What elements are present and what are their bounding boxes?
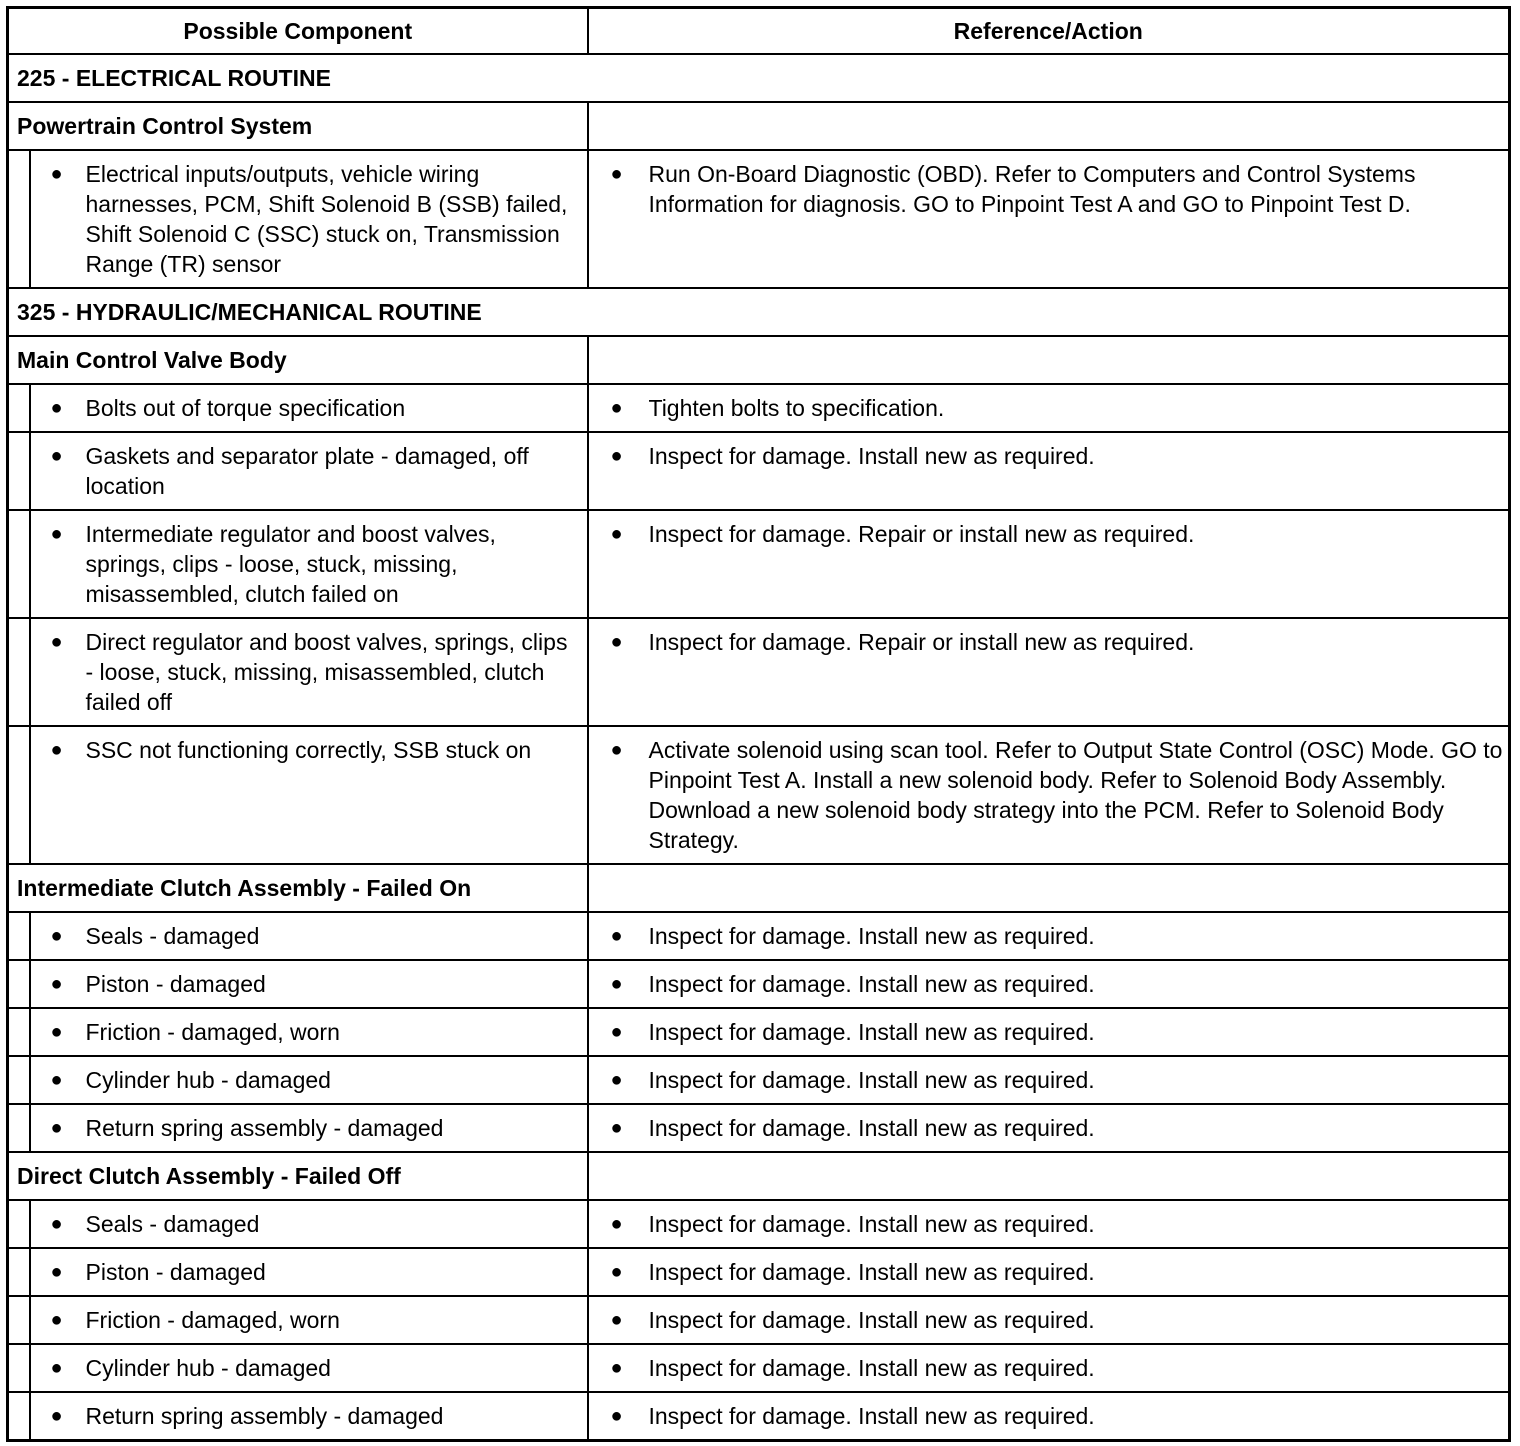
bullet-icon: ● — [50, 163, 63, 185]
bullet-icon: ● — [50, 397, 63, 419]
component-cell — [30, 1200, 588, 1248]
component-text: Return spring assembly - damaged — [85, 1403, 444, 1429]
action-text: Inspect for damage. Install new as required. — [648, 1067, 1095, 1093]
component-text: SSC not functioning correctly, SSB stuck on — [85, 737, 532, 763]
action-text: Inspect for damage. Repair or install new as required. — [648, 629, 1195, 655]
group-row — [8, 864, 1510, 912]
table-row — [8, 1248, 1510, 1296]
component-text: Piston - damaged — [85, 1259, 266, 1285]
routine-title: 325 - HYDRAULIC/MECHANICAL ROUTINE — [8, 288, 1510, 336]
bullet-icon: ● — [50, 1261, 63, 1283]
bullet-icon: ● — [50, 445, 63, 467]
bullet-icon: ● — [50, 925, 63, 947]
table-row — [8, 510, 1510, 618]
indent-cell — [8, 912, 30, 960]
group-row — [8, 102, 1510, 150]
action-text: Activate solenoid using scan tool. Refer to Output State Control (OSC) Mode. GO to Pinpoint Test A. Install a new solenoid body. Refer to Solenoid Body Assembly. Download a new solenoid body strategy into the PCM. Refer to Solenoid Body Strategy. — [648, 737, 1503, 853]
action-text: Inspect for damage. Install new as required. — [648, 971, 1095, 997]
action-cell — [588, 510, 1510, 618]
indent-cell — [8, 1248, 30, 1296]
indent-cell — [8, 618, 30, 726]
bullet-icon: ● — [50, 1357, 63, 1379]
indent-cell — [8, 510, 30, 618]
column-header-action: Reference/Action — [588, 8, 1510, 55]
component-text: Seals - damaged — [85, 923, 260, 949]
routine-title: 225 - ELECTRICAL ROUTINE — [8, 54, 1510, 102]
table-row — [8, 384, 1510, 432]
bullet-icon: ● — [50, 1213, 63, 1235]
group-row — [8, 336, 1510, 384]
indent-cell — [8, 726, 30, 864]
action-cell — [588, 1392, 1510, 1441]
group-title: Powertrain Control System — [8, 102, 588, 150]
indent-cell — [8, 1008, 30, 1056]
bullet-icon: ● — [610, 1309, 623, 1331]
action-text: Inspect for damage. Install new as required. — [648, 1019, 1095, 1045]
component-text: Friction - damaged, worn — [85, 1019, 340, 1045]
component-cell — [30, 726, 588, 864]
bullet-icon: ● — [50, 1021, 63, 1043]
table-row — [8, 960, 1510, 1008]
indent-cell — [8, 432, 30, 510]
indent-cell — [8, 1296, 30, 1344]
action-cell — [588, 432, 1510, 510]
bullet-icon: ● — [50, 523, 63, 545]
bullet-icon: ● — [610, 925, 623, 947]
action-text: Inspect for damage. Install new as required. — [648, 1259, 1095, 1285]
action-text: Inspect for damage. Install new as required. — [648, 443, 1095, 469]
component-cell — [30, 150, 588, 288]
indent-cell — [8, 150, 30, 288]
table-row — [8, 726, 1510, 864]
bullet-icon: ● — [610, 739, 623, 761]
action-cell — [588, 1104, 1510, 1152]
component-text: Seals - damaged — [85, 1211, 260, 1237]
bullet-icon: ● — [50, 1309, 63, 1331]
column-header-component: Possible Component — [8, 8, 588, 55]
group-action-empty — [588, 336, 1510, 384]
component-cell — [30, 1056, 588, 1104]
action-cell — [588, 1248, 1510, 1296]
indent-cell — [8, 1200, 30, 1248]
table-row — [8, 1200, 1510, 1248]
table-row — [8, 1008, 1510, 1056]
group-title: Main Control Valve Body — [8, 336, 588, 384]
component-cell — [30, 1344, 588, 1392]
component-text: Friction - damaged, worn — [85, 1307, 340, 1333]
bullet-icon: ● — [50, 1405, 63, 1427]
bullet-icon: ● — [610, 397, 623, 419]
table-header-row — [8, 8, 1510, 55]
component-text: Gaskets and separator plate - damaged, off location — [85, 443, 529, 499]
group-row — [8, 1152, 1510, 1200]
group-title: Direct Clutch Assembly - Failed Off — [8, 1152, 588, 1200]
routine-row — [8, 288, 1510, 336]
table-row — [8, 150, 1510, 288]
table-row — [8, 1392, 1510, 1441]
action-cell — [588, 1008, 1510, 1056]
bullet-icon: ● — [50, 631, 63, 653]
component-cell — [30, 384, 588, 432]
action-cell — [588, 912, 1510, 960]
table-row — [8, 1344, 1510, 1392]
action-text: Inspect for damage. Install new as required. — [648, 1211, 1095, 1237]
group-action-empty — [588, 102, 1510, 150]
action-cell — [588, 1056, 1510, 1104]
action-cell — [588, 384, 1510, 432]
table-row — [8, 432, 1510, 510]
action-text: Inspect for damage. Install new as required. — [648, 1307, 1095, 1333]
action-text: Inspect for damage. Repair or install new as required. — [648, 521, 1195, 547]
bullet-icon: ● — [610, 1069, 623, 1091]
table-row — [8, 618, 1510, 726]
component-text: Return spring assembly - damaged — [85, 1115, 444, 1141]
action-cell — [588, 1200, 1510, 1248]
indent-cell — [8, 1056, 30, 1104]
table-row — [8, 1056, 1510, 1104]
indent-cell — [8, 960, 30, 1008]
action-cell — [588, 960, 1510, 1008]
bullet-icon: ● — [610, 1357, 623, 1379]
diagnosis-table — [6, 6, 1511, 1442]
bullet-icon: ● — [50, 1117, 63, 1139]
action-cell — [588, 150, 1510, 288]
component-cell — [30, 618, 588, 726]
component-cell — [30, 1008, 588, 1056]
component-cell — [30, 912, 588, 960]
indent-cell — [8, 1344, 30, 1392]
component-cell — [30, 1248, 588, 1296]
routine-row — [8, 54, 1510, 102]
component-text: Direct regulator and boost valves, springs, clips - loose, stuck, missing, misassembled, clutch failed off — [85, 629, 568, 715]
bullet-icon: ● — [610, 1021, 623, 1043]
bullet-icon: ● — [610, 1261, 623, 1283]
bullet-icon: ● — [50, 1069, 63, 1091]
component-cell — [30, 1296, 588, 1344]
action-text: Run On-Board Diagnostic (OBD). Refer to Computers and Control Systems Information for diagnosis. GO to Pinpoint Test A and GO to Pinpoint Test D. — [648, 161, 1416, 217]
component-cell — [30, 510, 588, 618]
bullet-icon: ● — [610, 631, 623, 653]
indent-cell — [8, 1104, 30, 1152]
component-cell — [30, 960, 588, 1008]
bullet-icon: ● — [610, 445, 623, 467]
component-text: Cylinder hub - damaged — [85, 1355, 331, 1381]
bullet-icon: ● — [610, 973, 623, 995]
action-cell — [588, 726, 1510, 864]
component-cell — [30, 1392, 588, 1441]
group-action-empty — [588, 1152, 1510, 1200]
bullet-icon: ● — [610, 1117, 623, 1139]
group-action-empty — [588, 864, 1510, 912]
action-cell — [588, 1296, 1510, 1344]
group-title: Intermediate Clutch Assembly - Failed On — [8, 864, 588, 912]
bullet-icon: ● — [50, 973, 63, 995]
action-text: Tighten bolts to specification. — [648, 395, 945, 421]
bullet-icon: ● — [610, 163, 623, 185]
bullet-icon: ● — [610, 1405, 623, 1427]
bullet-icon: ● — [610, 523, 623, 545]
action-text: Inspect for damage. Install new as required. — [648, 1115, 1095, 1141]
component-text: Electrical inputs/outputs, vehicle wiring harnesses, PCM, Shift Solenoid B (SSB) failed, Shift Solenoid C (SSC) stuck on, Transmission Range (TR) sensor — [85, 161, 568, 277]
component-text: Intermediate regulator and boost valves, springs, clips - loose, stuck, missing, misassembled, clutch failed on — [85, 521, 496, 607]
indent-cell — [8, 1392, 30, 1441]
action-text: Inspect for damage. Install new as required. — [648, 1403, 1095, 1429]
table-row — [8, 1296, 1510, 1344]
action-text: Inspect for damage. Install new as required. — [648, 923, 1095, 949]
bullet-icon: ● — [50, 739, 63, 761]
component-text: Bolts out of torque specification — [85, 395, 406, 421]
component-cell — [30, 1104, 588, 1152]
component-cell — [30, 432, 588, 510]
action-cell — [588, 1344, 1510, 1392]
action-text: Inspect for damage. Install new as required. — [648, 1355, 1095, 1381]
bullet-icon: ● — [610, 1213, 623, 1235]
indent-cell — [8, 384, 30, 432]
component-text: Cylinder hub - damaged — [85, 1067, 331, 1093]
component-text: Piston - damaged — [85, 971, 266, 997]
table-row — [8, 1104, 1510, 1152]
table-row — [8, 912, 1510, 960]
action-cell — [588, 618, 1510, 726]
